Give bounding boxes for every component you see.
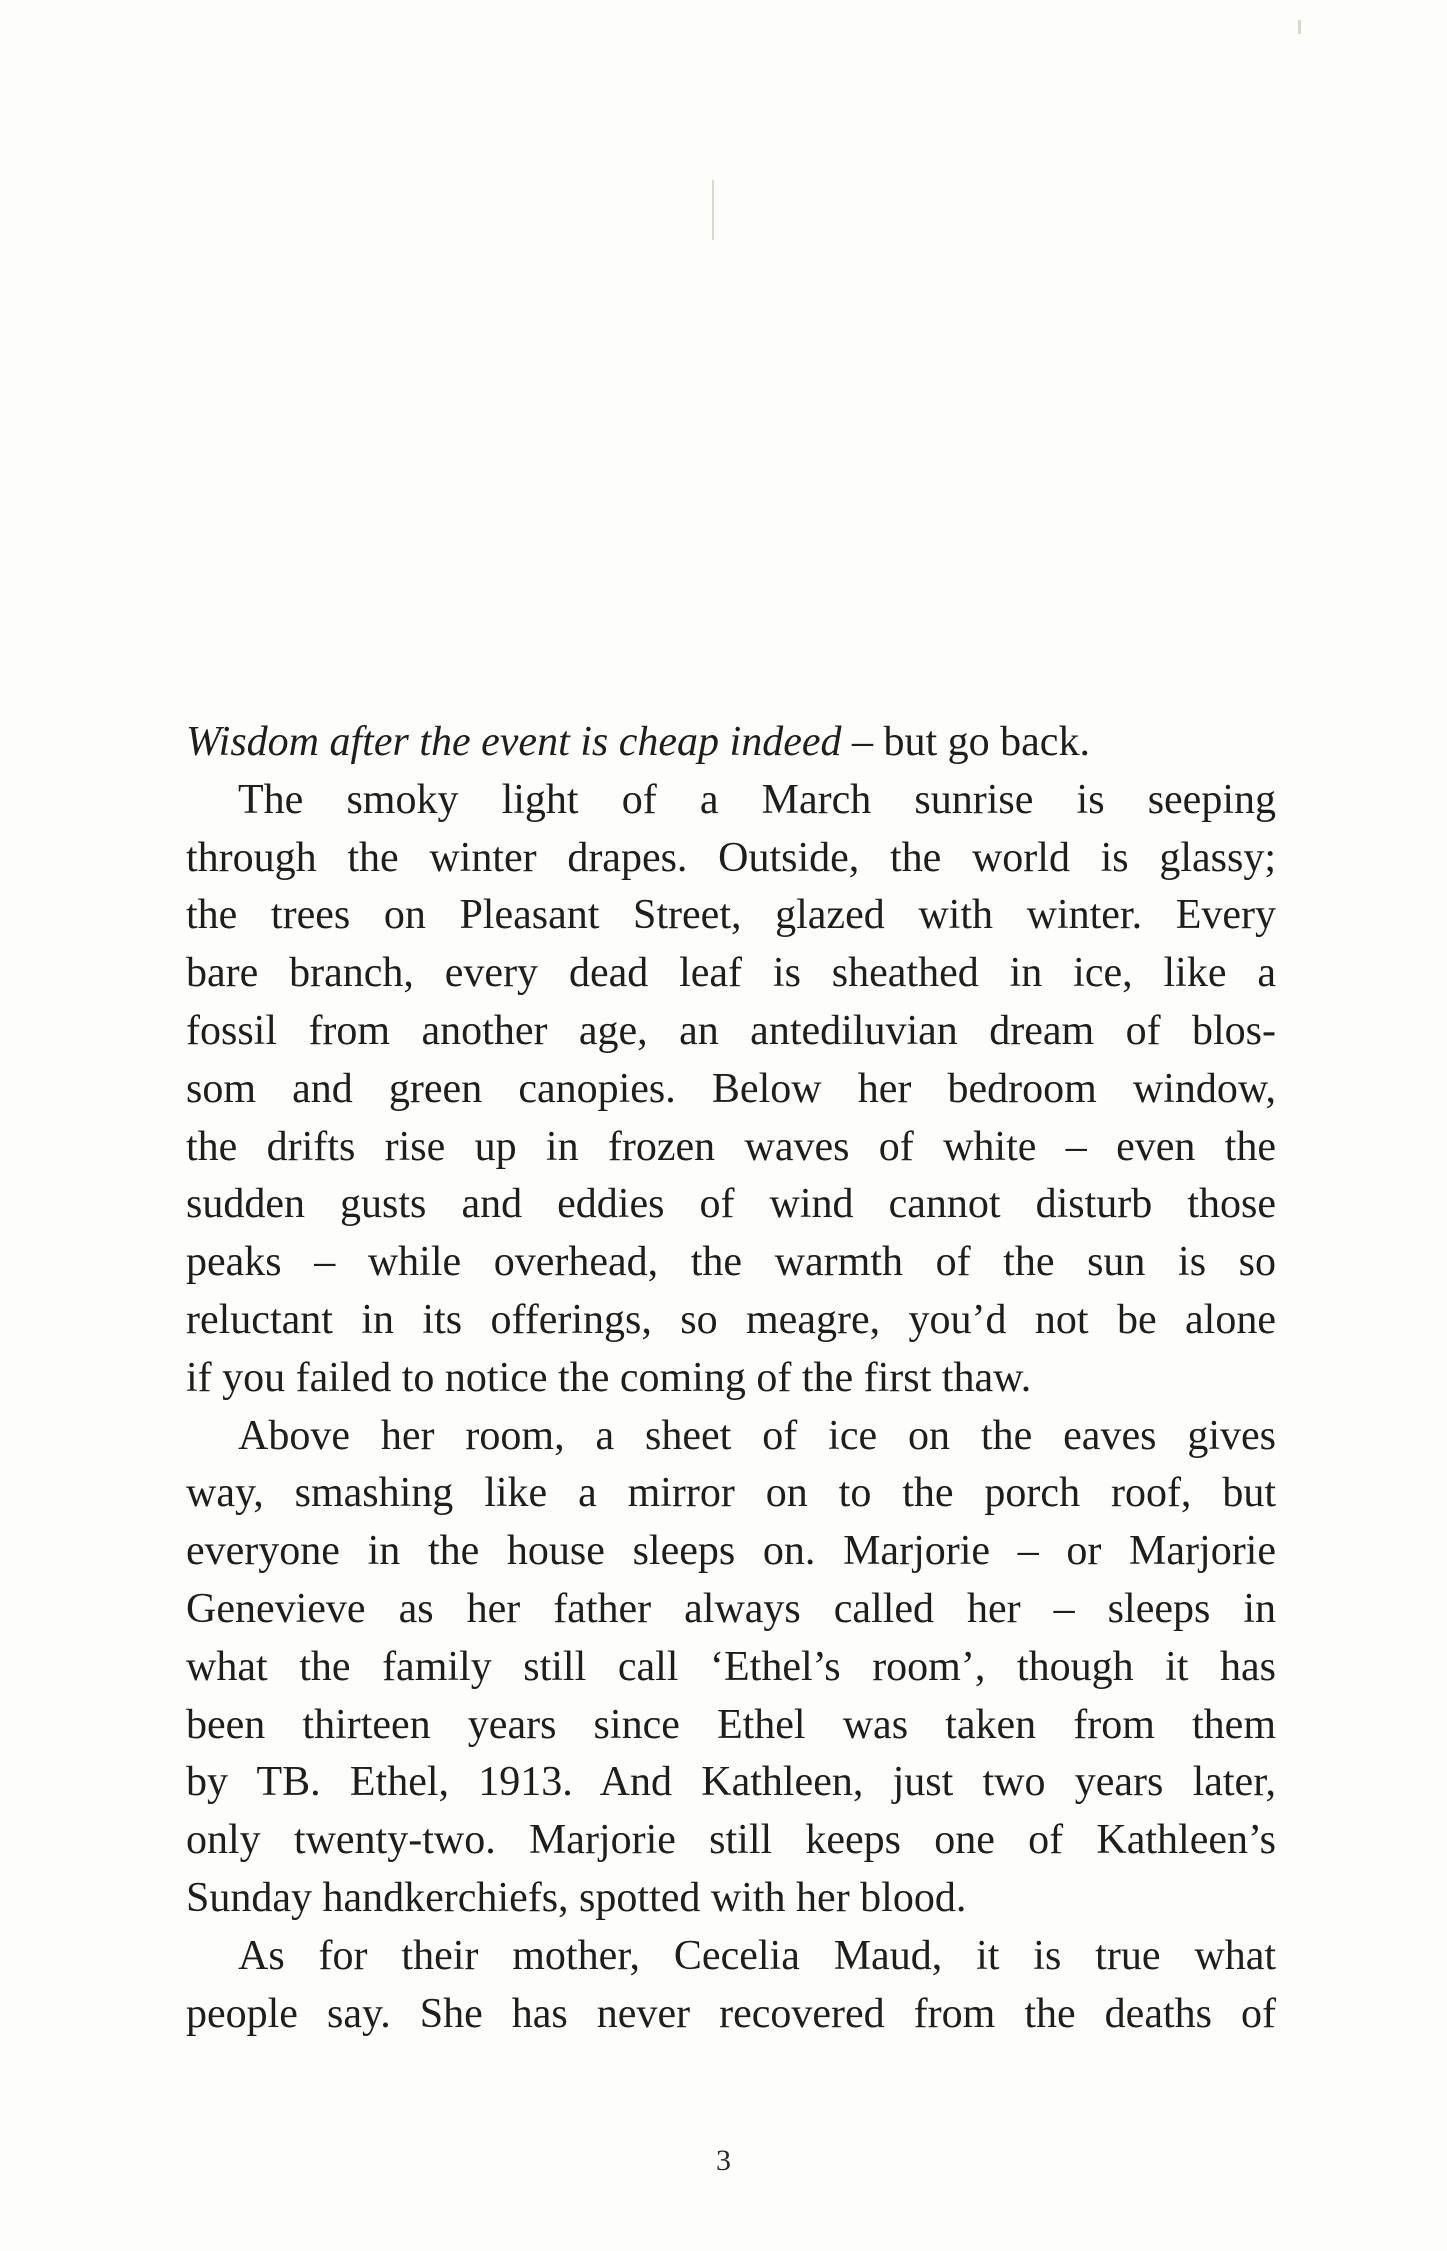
text-line: through the winter drapes. Outside, the world is glassy; (186, 834, 1276, 881)
scan-mark (1298, 20, 1301, 34)
text-line: what the family still call ‘Ethel’s room’, though it has (186, 1643, 1276, 1690)
epigraph-rest: – but go back. (841, 719, 1090, 765)
text-line: by TB. Ethel, 1913. And Kathleen, just two years later, (186, 1759, 1276, 1806)
epigraph-line (186, 714, 1276, 772)
scan-mark (712, 180, 714, 240)
text-line: the drifts rise up in frozen waves of white – even the (186, 1123, 1276, 1170)
epigraph-italic: Wisdom after the event is cheap indeed (186, 719, 842, 765)
text-line: people say. She has never recovered from the deaths of (186, 1990, 1276, 2037)
text-line: way, smashing like a mirror on to the porch roof, but (186, 1470, 1276, 1517)
text-line: som and green canopies. Below her bedroom window, (186, 1065, 1276, 1112)
page-number: 3 (716, 2144, 731, 2177)
text-line: been thirteen years since Ethel was taken from them (186, 1701, 1276, 1748)
text-line: fossil from another age, an antediluvian dream of blos- (186, 1007, 1276, 1054)
text-line: Genevieve as her father always called her – sleeps in (186, 1585, 1276, 1632)
text-line: Sunday handkerchiefs, spotted with her blood. (186, 1874, 967, 1921)
text-line: bare branch, every dead leaf is sheathed in ice, like a (186, 950, 1276, 997)
text-line: if you failed to notice the coming of the first thaw. (186, 1354, 1032, 1401)
body-text (186, 714, 1276, 2043)
text-line: Above her room, a sheet of ice on the eaves gives (238, 1412, 1276, 1459)
text-line: As for their mother, Cecelia Maud, it is true what (238, 1932, 1276, 1979)
text-line: reluctant in its offerings, so meagre, you’d not be alone (186, 1296, 1276, 1343)
text-line: everyone in the house sleeps on. Marjorie – or Marjorie (186, 1528, 1276, 1575)
text-line: The smoky light of a March sunrise is seeping (238, 776, 1276, 823)
text-line: sudden gusts and eddies of wind cannot disturb those (186, 1181, 1276, 1228)
text-line: the trees on Pleasant Street, glazed with winter. Every (186, 892, 1276, 939)
text-line: only twenty-two. Marjorie still keeps one of Kathleen’s (186, 1817, 1276, 1864)
text-line: peaks – while overhead, the warmth of the sun is so (186, 1239, 1276, 1286)
